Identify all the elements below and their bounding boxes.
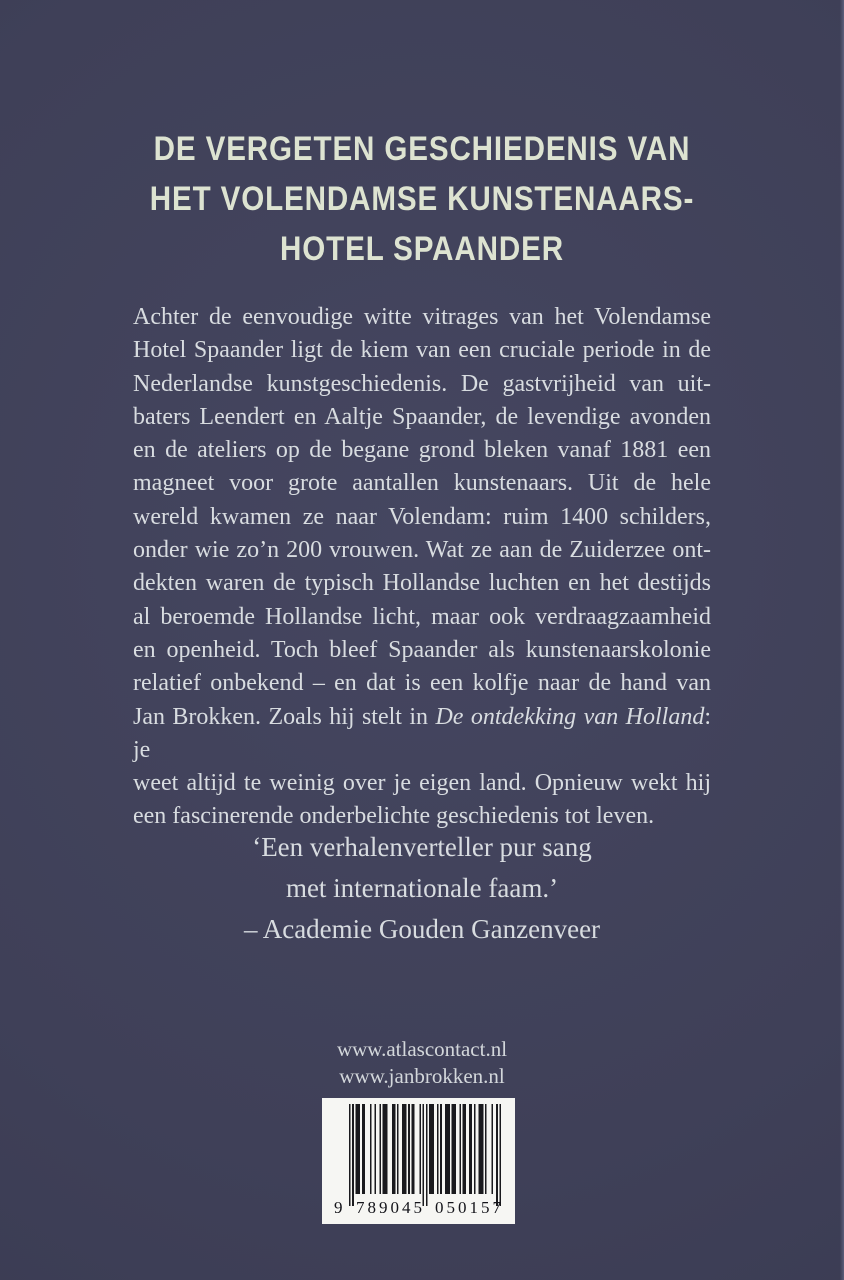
- blurb-line: een fascinerende onderbelichte geschiedenis tot leven.: [133, 803, 655, 830]
- blurb-text: [133, 301, 711, 834]
- blurb-line: relatief onbekend – en dat is een kolfje naar de hand van: [133, 670, 711, 697]
- isbn-digit-group: 789045: [356, 1198, 425, 1217]
- blurb-line: wereld kwamen ze naar Volendam: ruim 1400 schilders,: [133, 503, 711, 530]
- book-title-line: HET VOLENDAMSE KUNSTENAARS-: [149, 180, 695, 218]
- review-quote-attribution: – Academie Gouden Ganzenveer: [243, 914, 601, 944]
- isbn-number: [322, 1198, 515, 1224]
- blurb-line: Jan Brokken. Zoals hij stelt in De ontdekking van Holland: je: [133, 703, 711, 763]
- blurb-line: Nederlandse kunstgeschiedenis. De gastvrijheid van uit-: [133, 370, 711, 397]
- blurb-line: dekten waren de typisch Hollandse luchten en het destijds: [133, 570, 711, 597]
- review-quote-line: met internationale faam.’: [285, 873, 559, 903]
- isbn-digit-group: 9: [334, 1198, 346, 1217]
- isbn-barcode: [322, 1098, 515, 1224]
- book-title: [0, 124, 844, 274]
- review-quote-line: ‘Een verhalenverteller pur sang: [252, 832, 592, 862]
- blurb-line: magneet voor grote aantallen kunstenaars. Uit de hele: [133, 470, 711, 497]
- isbn-digit-group: 050157: [435, 1198, 504, 1217]
- blurb-line: baters Leendert en Aaltje Spaander, de levendige avonden: [133, 403, 711, 430]
- book-title-line: DE VERGETEN GESCHIEDENIS VAN: [153, 130, 691, 168]
- author-url: www.janbrokken.nl: [339, 1064, 505, 1088]
- blurb-line: weet altijd te weinig over je eigen land. Opnieuw wekt hij: [133, 770, 711, 797]
- blurb-line: Achter de eenvoudige witte vitrages van het Volendamse: [133, 304, 711, 330]
- publisher-websites: [0, 1036, 844, 1090]
- blurb-line: onder wie zo’n 200 vrouwen. Wat ze aan de Zuiderzee ont-: [133, 537, 711, 564]
- publisher-url: www.atlascontact.nl: [336, 1037, 508, 1061]
- review-quote: [0, 827, 844, 950]
- book-title-line: HOTEL SPAANDER: [280, 230, 564, 268]
- blurb-line: al beroemde Hollandse licht, maar ook verdraagzaamheid: [133, 603, 711, 630]
- blurb-line: en de ateliers op de begane grond bleken vanaf 1881 een: [133, 437, 711, 464]
- blurb-line: en openheid. Toch bleef Spaander als kunstenaarskolonie: [133, 636, 711, 663]
- blurb-line: Hotel Spaander ligt de kiem van een cruciale periode in de: [133, 337, 711, 364]
- barcode-bars-graphic: [349, 1104, 501, 1206]
